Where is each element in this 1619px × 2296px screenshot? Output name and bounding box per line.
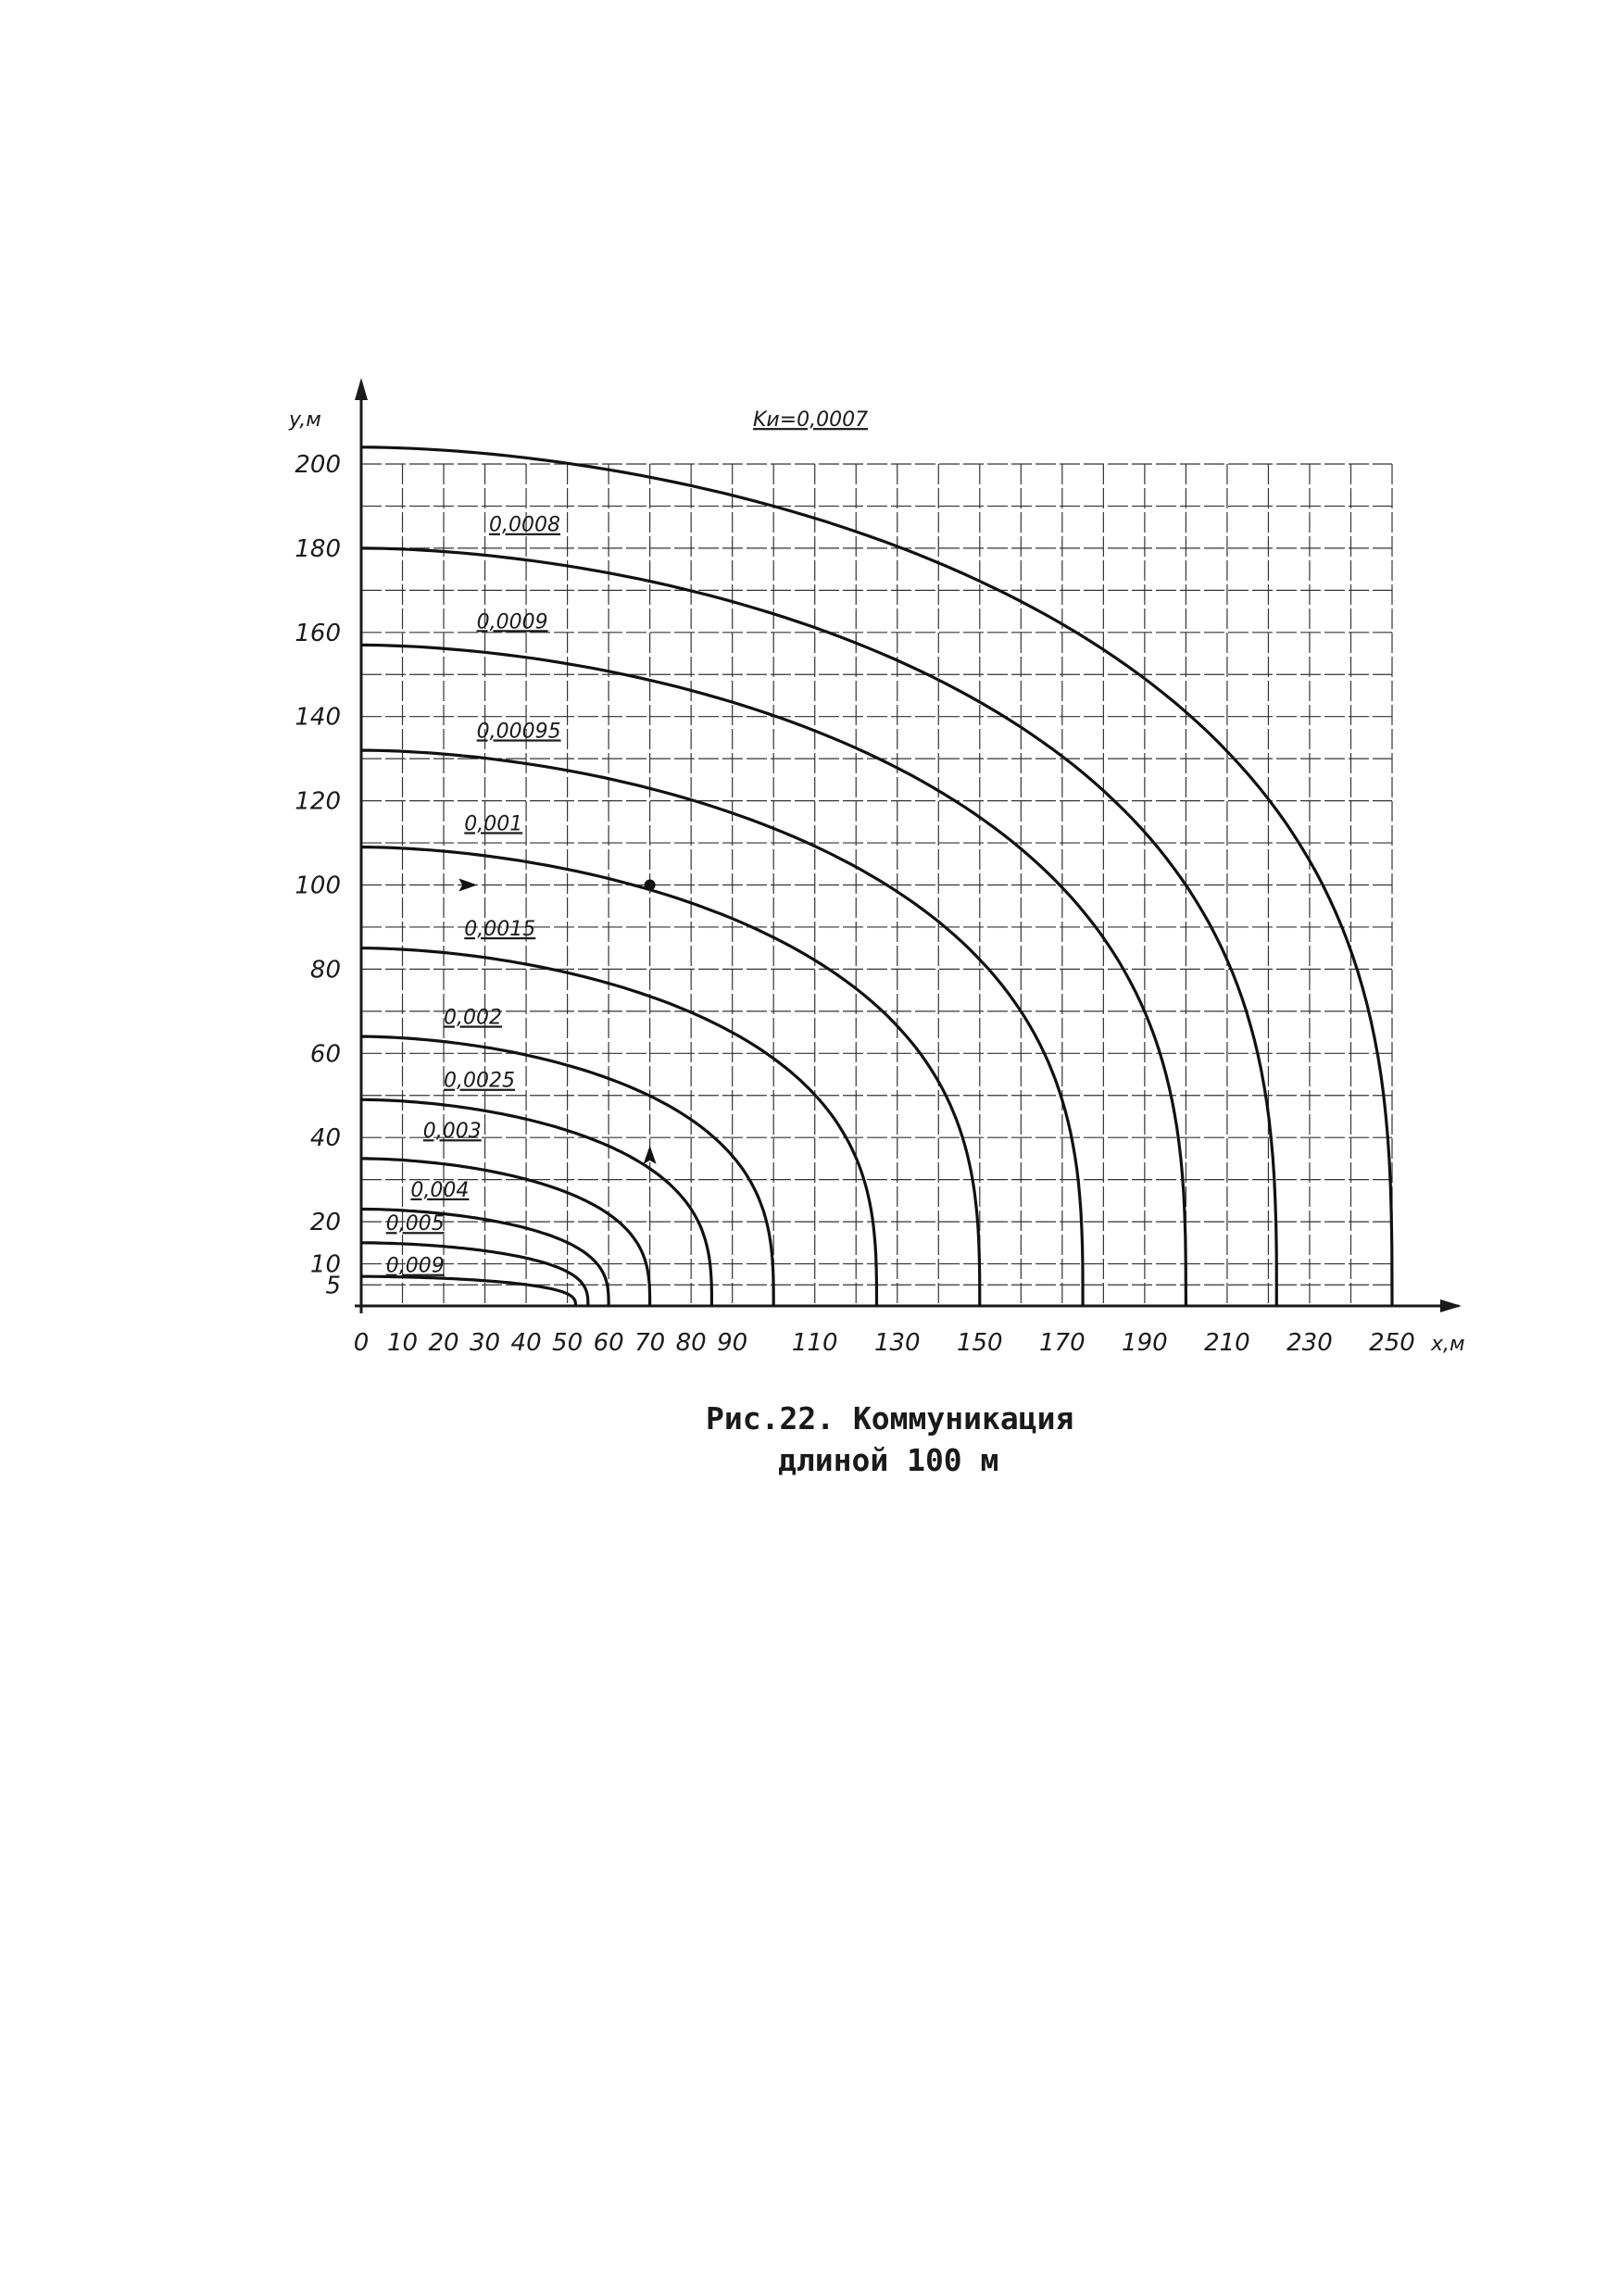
- series-label: 0,001: [464, 812, 523, 836]
- x-tick-label: 70: [634, 1329, 666, 1357]
- series-label: 0,00095: [476, 720, 561, 744]
- y-tick-label: 10: [309, 1250, 341, 1279]
- series-label: 0,0015: [464, 918, 536, 942]
- figure-caption-line-2: длиной 100 м: [778, 1442, 999, 1478]
- x-axis-arrow-icon: [1440, 1299, 1462, 1312]
- y-tick-label: 80: [309, 956, 341, 985]
- x-tick-label: 20: [428, 1329, 459, 1357]
- series-label: 0,0025: [444, 1069, 516, 1093]
- y-tick-label: 120: [295, 787, 341, 816]
- series-label: 0,009: [385, 1254, 445, 1278]
- x-axis-label: x,м: [1431, 1333, 1465, 1356]
- x-tick-label: 90: [717, 1329, 748, 1357]
- x-tick-label: 50: [552, 1329, 584, 1357]
- series-label: 0,005: [385, 1212, 445, 1236]
- x-tick-label: 250: [1369, 1329, 1415, 1357]
- x-tick-label: 150: [956, 1329, 1003, 1357]
- x-tick-label: 40: [510, 1329, 542, 1357]
- x-tick-label: 130: [873, 1329, 921, 1357]
- y-tick-label: 20: [309, 1209, 341, 1237]
- x-tick-label: 30: [470, 1329, 501, 1357]
- y-axis-arrow-icon: [355, 378, 368, 400]
- intersection-point: [645, 880, 656, 891]
- x-tick-label: 80: [675, 1329, 707, 1357]
- arrow-up-icon: [644, 1146, 657, 1164]
- y-tick-label: 5: [325, 1272, 341, 1300]
- curves: [361, 447, 1392, 1306]
- x-tick-label: 10: [386, 1329, 419, 1357]
- series-label: 0,004: [410, 1178, 470, 1202]
- x-tick-label: 60: [593, 1329, 624, 1357]
- x-tick-label: 190: [1122, 1329, 1168, 1357]
- series-label: 0,0008: [489, 513, 560, 537]
- figure-caption-line-1: Рис.22. Коммуникация: [706, 1400, 1074, 1437]
- y-tick-label: 40: [309, 1124, 341, 1153]
- series-curve: [361, 1276, 576, 1306]
- series-label: 0,003: [422, 1120, 482, 1144]
- y-tick-label: 60: [309, 1040, 341, 1069]
- x-tick-label: 170: [1039, 1329, 1086, 1357]
- y-tick-label: 200: [295, 451, 341, 479]
- y-tick-label: 100: [295, 872, 341, 900]
- x-tick-label: 0: [353, 1329, 370, 1357]
- tick-labels: [295, 451, 1414, 1357]
- x-tick-label: 110: [791, 1329, 838, 1357]
- y-tick-label: 180: [295, 534, 341, 563]
- series-label: 0,0009: [476, 610, 548, 634]
- y-tick-label: 140: [295, 703, 341, 732]
- x-tick-label: 210: [1204, 1329, 1250, 1357]
- grid: [361, 464, 1392, 1306]
- y-tick-label: 160: [295, 619, 341, 647]
- y-axis-label: y,м: [289, 408, 321, 432]
- series-label: Kи=0,0007: [752, 408, 869, 433]
- x-tick-label: 230: [1286, 1329, 1333, 1357]
- series-label: 0,002: [444, 1006, 503, 1030]
